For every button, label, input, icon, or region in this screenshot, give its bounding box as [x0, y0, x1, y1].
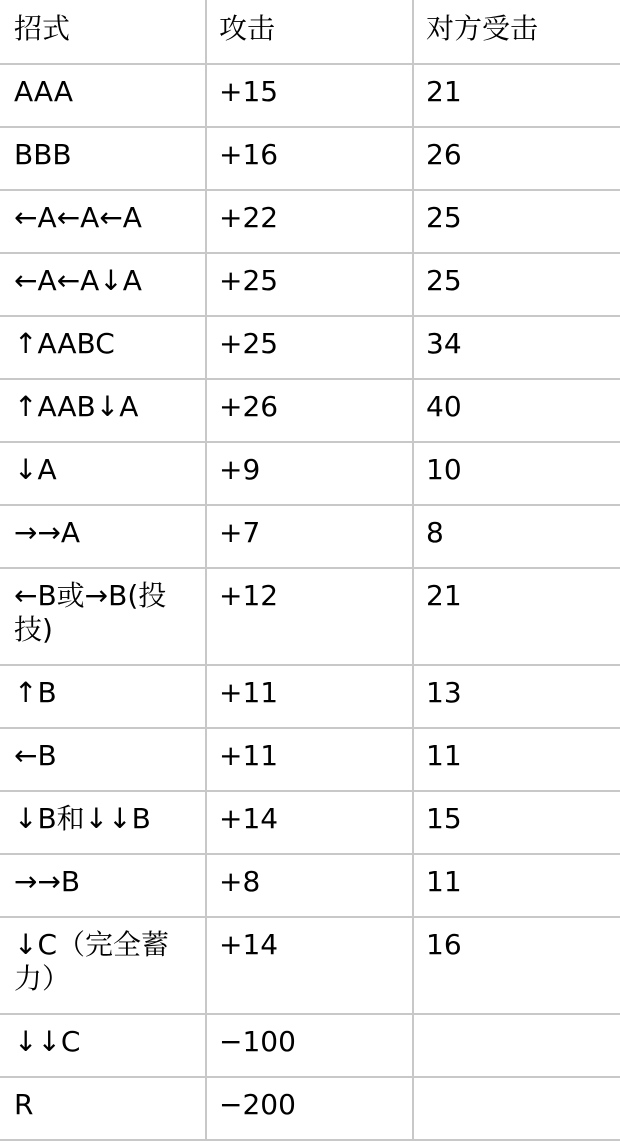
table-row	[1, 127, 620, 190]
header-row	[1, 1, 620, 64]
attack-cell: +25	[206, 253, 413, 316]
attack-cell: +25	[206, 316, 413, 379]
hit-cell: 34	[413, 316, 620, 379]
attack-cell: +11	[206, 665, 413, 728]
table-row	[1, 316, 620, 379]
attack-cell: +8	[206, 854, 413, 917]
hit-cell: 21	[413, 568, 620, 665]
hit-cell: 25	[413, 253, 620, 316]
hit-cell: 16	[413, 917, 620, 1014]
table-row	[1, 442, 620, 505]
table-row	[1, 791, 620, 854]
move-cell: ←A←A↓A	[1, 253, 206, 316]
move-cell: ↓↓C	[1, 1014, 206, 1077]
hit-cell: 26	[413, 127, 620, 190]
move-cell: ↓C（完全蓄力）	[1, 917, 206, 1014]
hit-cell: 15	[413, 791, 620, 854]
table-row	[1, 253, 620, 316]
move-cell: →→A	[1, 505, 206, 568]
attack-cell: +14	[206, 917, 413, 1014]
header-move: 招式	[1, 1, 206, 64]
attack-cell: +14	[206, 791, 413, 854]
move-cell: AAA	[1, 64, 206, 127]
hit-cell: 25	[413, 190, 620, 253]
hit-cell	[413, 1077, 620, 1140]
table-row	[1, 64, 620, 127]
attack-cell: +22	[206, 190, 413, 253]
table-row	[1, 665, 620, 728]
attack-cell: +15	[206, 64, 413, 127]
move-cell: R	[1, 1077, 206, 1140]
move-cell: ↑AAB↓A	[1, 379, 206, 442]
move-cell: ←A←A←A	[1, 190, 206, 253]
attack-cell: −100	[206, 1014, 413, 1077]
header-attack: 攻击	[206, 1, 413, 64]
hit-cell: 11	[413, 854, 620, 917]
table-row	[1, 917, 620, 1014]
move-cell: ←B	[1, 728, 206, 791]
move-cell: ↓B和↓↓B	[1, 791, 206, 854]
table-row	[1, 1014, 620, 1077]
attack-cell: +7	[206, 505, 413, 568]
hit-cell: 21	[413, 64, 620, 127]
hit-cell: 40	[413, 379, 620, 442]
table-row	[1, 854, 620, 917]
attack-cell: +26	[206, 379, 413, 442]
move-cell: ↑AABC	[1, 316, 206, 379]
hit-cell: 10	[413, 442, 620, 505]
attack-cell: +12	[206, 568, 413, 665]
move-cell: ↑B	[1, 665, 206, 728]
table-row	[1, 728, 620, 791]
attack-cell: +16	[206, 127, 413, 190]
header-hit: 对方受击	[413, 1, 620, 64]
hit-cell: 11	[413, 728, 620, 791]
table-row	[1, 505, 620, 568]
move-cell: ←B或→B(投技)	[1, 568, 206, 665]
move-cell: ↓A	[1, 442, 206, 505]
table-row	[1, 379, 620, 442]
move-cell: BBB	[1, 127, 206, 190]
table-row	[1, 568, 620, 665]
hit-cell	[413, 1014, 620, 1077]
attack-cell: −200	[206, 1077, 413, 1140]
move-cell: →→B	[1, 854, 206, 917]
hit-cell: 13	[413, 665, 620, 728]
attack-cell: +11	[206, 728, 413, 791]
attack-cell: +9	[206, 442, 413, 505]
table-row	[1, 190, 620, 253]
table-row	[1, 1077, 620, 1140]
hit-cell: 8	[413, 505, 620, 568]
